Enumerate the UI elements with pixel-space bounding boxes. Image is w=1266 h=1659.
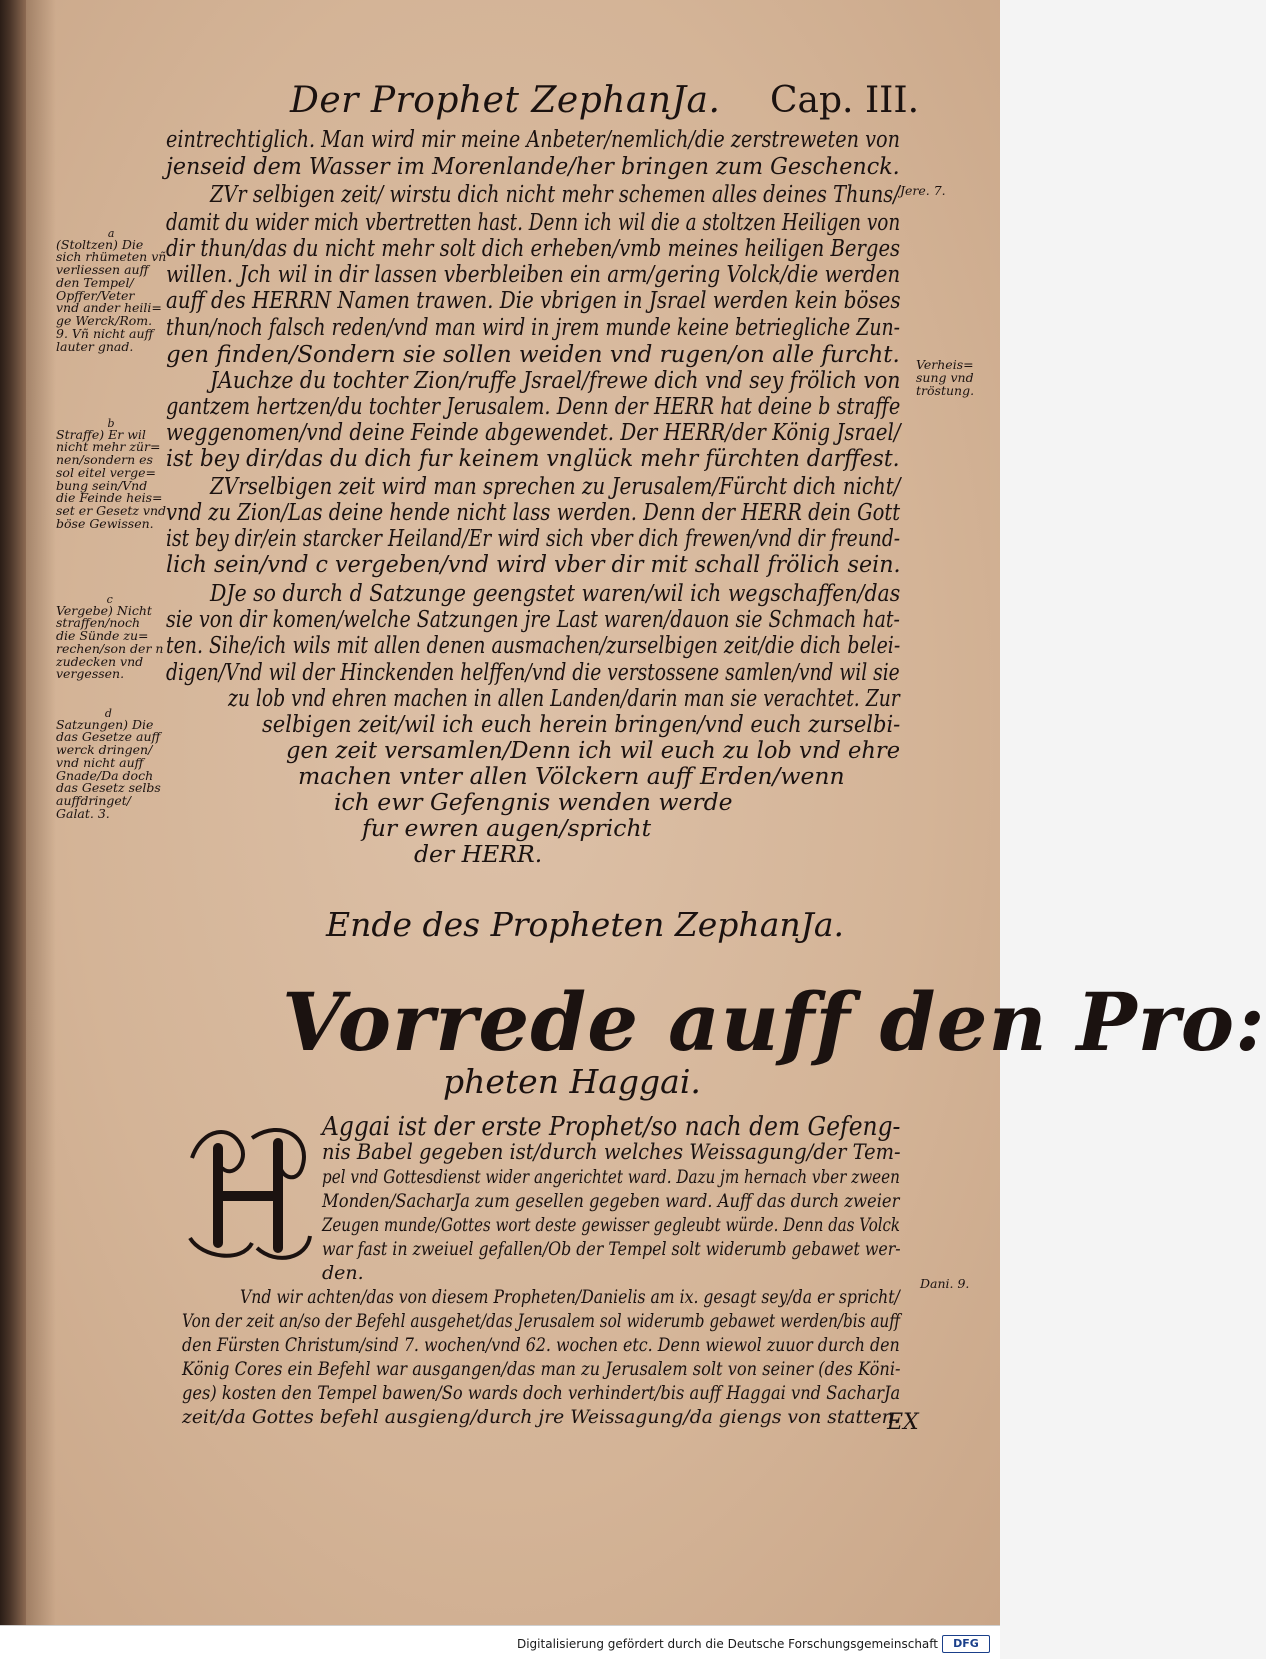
preface-line: pel vnd Gottesdienst wider angerichtet ward. Dazu jm hernach vber zween: [322, 1166, 900, 1188]
preface-subtitle: pheten Haggai.: [443, 1062, 701, 1101]
preface-line: zeit/da Gottes befehl ausgieng/durch jre Weissagung/da giengs von statten.: [182, 1406, 900, 1428]
body-line: ist bey dir/ein starcker Heiland/Er wird sich vber dich frewen/vnd dir freund-: [166, 524, 901, 552]
preface-line: Zeugen munde/Gottes wort deste gewisser gegleubt würde. Denn das Volck: [322, 1214, 901, 1236]
preface-line: Von der zeit an/so der Befehl ausgehet/das Jerusalem sol widerumb gebawet werden/bis auff: [182, 1310, 901, 1332]
preface-line: Vnd wir achten/das von diesem Propheten/Danielis am ix. gesagt sey/da er spricht/: [240, 1286, 900, 1308]
dfg-logo: DFG: [942, 1635, 990, 1653]
gloss-c: c Vergebe) Nicht straffen/noch die Sünde zu= rechen/son der n zudecken vnd vergessen.: [56, 592, 164, 682]
drop-cap: [182, 1118, 316, 1266]
preface-line: Monden/SacharJa zum gesellen gegeben ward. Auff das durch zweier: [322, 1190, 900, 1212]
gloss-b: b Straffe) Er wil nicht mehr zür= nen/sondern es sol eitel verge= bung sein/Vnd die Feinde heis= set er Gesetz vnd böse Gewissen.: [56, 416, 167, 531]
drop-cap-flourish-icon: [182, 1118, 316, 1266]
body-line: fur ewren augen/spricht: [362, 814, 652, 842]
body-line: eintrechtiglich. Man wird mir meine Anbeter/nemlich/die zerstreweten von: [166, 125, 900, 153]
body-line: der HERR.: [414, 840, 543, 868]
body-line: vnd zu Zion/Las deine hende nicht lass werden. Denn der HERR dein Gott: [166, 498, 901, 526]
gutter-shadow: [26, 0, 56, 1625]
gloss-a: a (Stoltzen) Die sich rhümeten vñ verliessen auff den Tempel/ Opffer/Veter vnd ander heili= ge Werck/Rom. 9. Vñ nicht auff lauter gnad.: [56, 226, 167, 354]
body-line: thun/noch falsch reden/vnd man wird in jrem munde keine betriegliche Zun-: [166, 313, 901, 341]
body-line: damit du wider mich vbertretten hast. Denn ich wil die a stoltzen Heiligen von: [166, 208, 901, 236]
preface-line: ges) kosten den Tempel bawen/So wards doch verhindert/bis auff Haggai vnd SacharJa: [182, 1382, 901, 1404]
body-line: gen zeit versamlen/Denn ich wil euch zu lob vnd ehre: [286, 736, 901, 764]
body-line: ich ewr Gefengnis wenden werde: [334, 788, 733, 816]
preface-line: nis Babel gegeben ist/durch welches Weissagung/der Tem-: [322, 1140, 901, 1164]
body-line: ten. Sihe/ich wils mit allen denen ausmachen/zurselbigen zeit/die dich belei-: [166, 631, 901, 659]
side-note-verheissung: Verheis= sung vnd tröstung.: [916, 357, 975, 399]
body-line: gen finden/Sondern sie sollen weiden vnd rugen/on alle furcht.: [166, 340, 900, 368]
ref-jeremiah: Jere. 7.: [900, 183, 946, 198]
chapter-label: Cap. III.: [770, 80, 920, 121]
preface-line: Aggai ist der erste Prophet/so nach dem Gefeng-: [322, 1112, 901, 1142]
preface-line: den Fürsten Christum/sind 7. wochen/vnd 62. wochen etc. Denn wiewol zuuor durch den: [182, 1334, 900, 1356]
catchword: EX: [887, 1410, 919, 1435]
body-line: JAuchze du tochter Zion/ruffe Jsrael/frewe dich vnd sey frölich von: [210, 366, 901, 394]
book-binding: [0, 0, 26, 1625]
body-line: machen vnter allen Völckern auff Erden/wenn: [298, 762, 845, 790]
preface-line: König Cores ein Befehl war ausgangen/das man zu Jerusalem solt von seiner (des Köni-: [182, 1358, 901, 1380]
ref-daniel: Dani. 9.: [920, 1276, 970, 1291]
footer-credit: Digitalisierung gefördert durch die Deutsche Forschungsgemeinschaft: [516, 1637, 938, 1651]
body-line: willen. Jch wil in dir lassen vberbleiben ein arm/gering Volck/die werden: [166, 260, 901, 288]
body-line: dir thun/das du nicht mehr solt dich erheben/vmb meines heiligen Berges: [166, 234, 901, 262]
body-line: digen/Vnd wil der Hinckenden helffen/vnd die verstossene samlen/vnd wil sie: [166, 658, 900, 686]
body-line: ZVrselbigen zeit wird man sprechen zu Jerusalem/Fürcht dich nicht/: [210, 472, 901, 500]
end-heading: Ende des Propheten ZephanJa.: [326, 905, 845, 944]
body-line: gantzem hertzen/du tochter Jerusalem. Denn der HERR hat deine b straffe: [166, 392, 901, 420]
body-line: ist bey dir/das du dich fur keinem vnglück mehr fürchten darffest.: [166, 444, 900, 472]
body-line: weggenomen/vnd deine Feinde abgewendet. Der HERR/der König Jsrael/: [166, 418, 901, 446]
body-line: DJe so durch d Satzunge geengstet waren/wil ich wegschaffen/das: [210, 579, 901, 607]
running-title: Der Prophet ZephanJa.: [290, 80, 721, 121]
preface-title: Vorrede auff den Pro:: [282, 975, 1266, 1069]
body-line: auff des HERRN Namen trawen. Die vbrigen in Jsrael werden kein böses: [166, 286, 901, 314]
preface-line: den.: [322, 1262, 364, 1284]
body-line: selbigen zeit/wil ich euch herein bringen/vnd euch zurselbi-: [262, 710, 901, 738]
body-line: ZVr selbigen zeit/ wirstu dich nicht mehr schemen alles deines Thuns/: [210, 180, 900, 208]
body-line: zu lob vnd ehren machen in allen Landen/darin man sie verachtet. Zur: [228, 684, 900, 712]
body-line: lich sein/vnd c vergeben/vnd wird vber dir mit schall frölich sein.: [166, 550, 901, 578]
body-line: sie von dir komen/welche Satzungen jre Last waren/dauon sie Schmach hat-: [166, 605, 900, 633]
preface-line: war fast in zweiuel gefallen/Ob der Tempel solt widerumb gebawet wer-: [322, 1238, 901, 1260]
body-line: jenseid dem Wasser im Morenlande/her bringen zum Geschenck.: [166, 152, 900, 180]
gloss-d: d Satzungen) Die das Gesetze auff werck dringen/ vnd nicht auff Gnade/Da doch das Gesetz selbs auffdringet/ Galat. 3.: [56, 706, 161, 821]
